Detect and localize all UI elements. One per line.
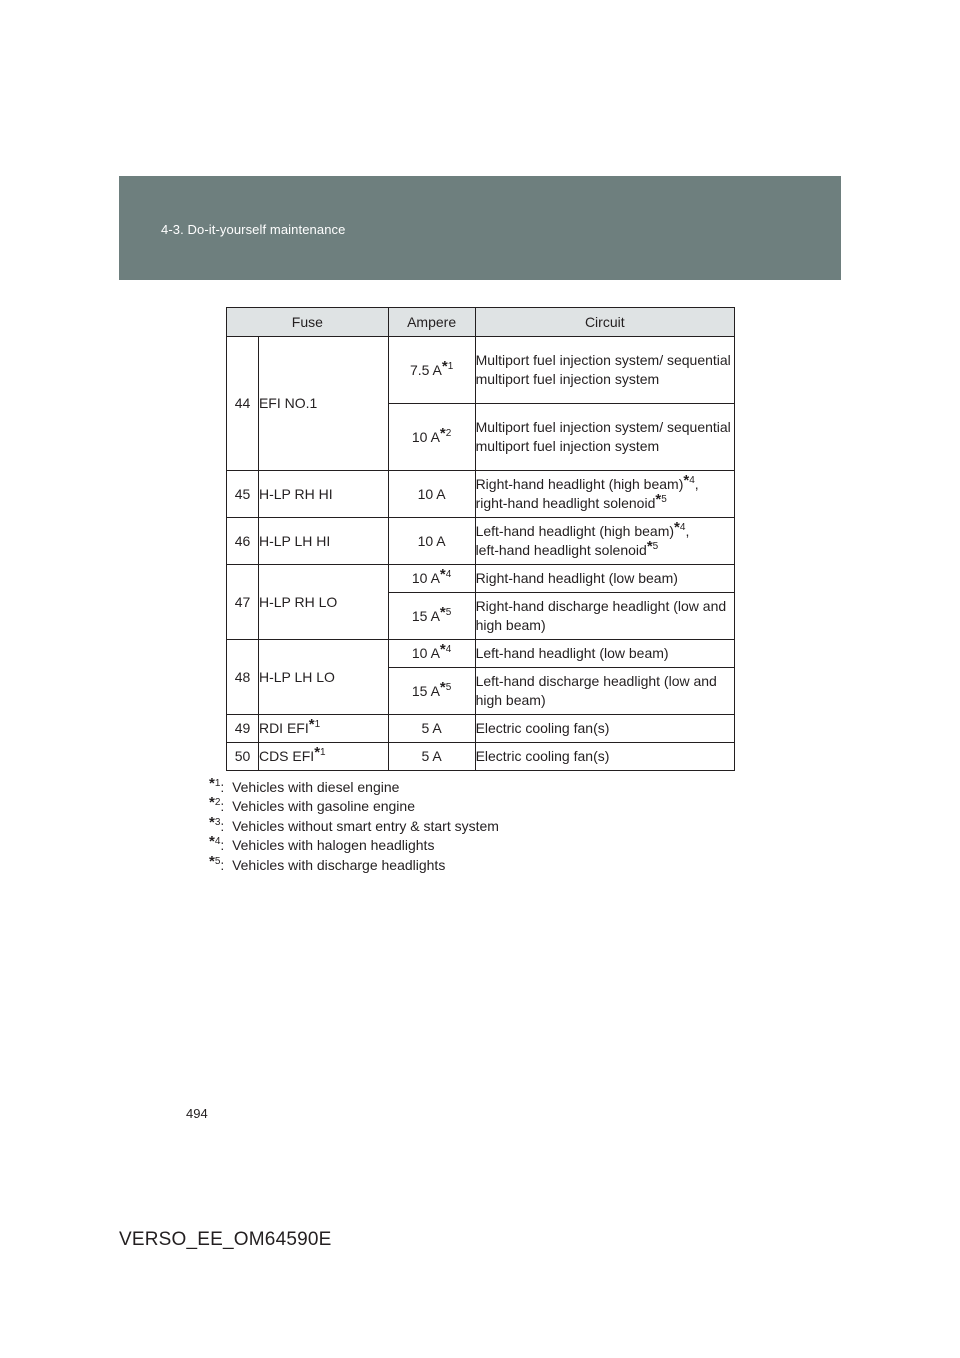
- ampere-value: 15 A: [411, 682, 440, 699]
- ampere-value: 10 A: [411, 428, 440, 445]
- fuse-name: RDI EFI: [258, 720, 309, 736]
- footnote-mark: 2: [214, 797, 221, 809]
- ampere-value: 10 A: [388, 471, 475, 518]
- column-header-ampere: Ampere: [388, 308, 475, 337]
- fuse-name: CDS EFI: [258, 748, 315, 764]
- footnotes: [209, 775, 499, 875]
- fuse-number: 49: [227, 715, 259, 743]
- circuit-cell: Left-hand headlight (low beam): [475, 640, 734, 668]
- fuse-name: EFI NO.1: [258, 337, 388, 471]
- table-row: [227, 518, 735, 565]
- circuit-text: Left-hand headlight (high beam): [475, 523, 675, 539]
- footnote-star-icon: *: [209, 813, 215, 831]
- footnote-item: *$^5$: Vehicles with discharge headlights: [209, 852, 446, 873]
- section-header-band: [119, 176, 841, 280]
- table-row: [227, 715, 735, 743]
- table-row: [227, 337, 735, 404]
- fuse-number: 46: [227, 518, 259, 565]
- footnote-star-icon: *: [439, 566, 446, 583]
- circuit-cell: Multiport fuel injection system/ sequential multiport fuel injection system: [475, 337, 734, 404]
- ampere-value: 10 A: [411, 570, 440, 586]
- circuit-cell: Left-hand headlight (high beam)*$^4$, left-hand headlight solenoid*$^5$: [475, 518, 734, 565]
- fuse-number: 47: [227, 565, 259, 640]
- table-row: [227, 743, 735, 771]
- footnote-mark: 3: [214, 816, 221, 828]
- fuse-name: H-LP LH LO: [258, 640, 388, 715]
- ampere-cell: [388, 640, 475, 668]
- footnote-mark: 5: [214, 855, 221, 867]
- footnote-star-icon: *: [209, 794, 215, 812]
- footnote-star-icon: *: [439, 678, 446, 696]
- footnote-star-icon: *: [674, 519, 680, 536]
- footnote-ref: 4: [445, 569, 452, 580]
- fuse-number: 48: [227, 640, 259, 715]
- footnote-star-icon: *: [439, 641, 446, 658]
- footnote-item: *$^3$: Vehicles without smart entry & start system: [209, 813, 499, 834]
- footnote-star-icon: *: [439, 603, 446, 621]
- ampere-value: 5 A: [388, 715, 475, 743]
- footnote-ref: 1: [314, 719, 321, 730]
- ampere-value: 10 A: [388, 518, 475, 565]
- footnote-text: Vehicles with diesel engine: [232, 779, 400, 795]
- circuit-text: left-hand headlight solenoid: [475, 542, 647, 558]
- ampere-value: 7.5 A: [409, 361, 442, 378]
- footnote-ref: 5: [652, 541, 659, 552]
- footnote-text: Vehicles with halogen headlights: [232, 837, 435, 854]
- footnote-star-icon: *: [308, 716, 315, 733]
- footnote-star-icon: *: [209, 775, 215, 792]
- footnote-star-icon: *: [655, 491, 662, 508]
- footnote-ref: 4: [445, 644, 452, 655]
- circuit-text: right-hand headlight solenoid: [475, 495, 656, 511]
- footnote-text: Vehicles with discharge headlights: [232, 856, 446, 873]
- circuit-cell: Right-hand headlight (high beam)*$^4$, right-hand headlight solenoid*$^5$: [475, 471, 734, 518]
- footnote-ref: 4: [689, 475, 695, 486]
- footnote-star-icon: *: [683, 472, 690, 489]
- fuse-name-cell: [258, 743, 388, 771]
- ampere-cell: [388, 404, 475, 471]
- section-title: 4-3. Do-it-yourself maintenance: [161, 222, 346, 237]
- footnote-star-icon: *: [439, 424, 446, 442]
- fuse-table: [226, 307, 735, 771]
- table-row: [227, 471, 735, 518]
- footnote-mark: 1: [214, 778, 221, 789]
- fuse-name: H-LP LH HI: [258, 518, 388, 565]
- fuse-number: 50: [227, 743, 259, 771]
- ampere-value: 15 A: [411, 607, 440, 624]
- ampere-cell: [388, 668, 475, 715]
- ampere-cell: [388, 565, 475, 593]
- circuit-cell: Electric cooling fan(s): [475, 715, 734, 743]
- ampere-value: 5 A: [388, 743, 475, 771]
- page-number: 494: [186, 1106, 208, 1121]
- footnote-star-icon: *: [209, 833, 215, 851]
- fuse-number: 45: [227, 471, 259, 518]
- circuit-text: Right-hand headlight (high beam): [475, 476, 684, 492]
- footnote-star-icon: *: [314, 744, 321, 761]
- footnote-item: *$^1$: Vehicles with diesel engine: [209, 775, 400, 795]
- fuse-number: 44: [227, 337, 259, 471]
- circuit-cell: Electric cooling fan(s): [475, 743, 734, 771]
- ampere-value: 10 A: [411, 645, 440, 661]
- fuse-name-cell: [258, 715, 388, 743]
- fuse-name: H-LP RH HI: [258, 471, 388, 518]
- footnote-ref: 2: [445, 427, 452, 439]
- column-header-fuse: Fuse: [227, 308, 389, 337]
- footnote-ref: 1: [447, 360, 454, 372]
- table-header-row: [227, 308, 735, 337]
- footnote-ref: 5: [445, 606, 452, 618]
- fuse-name: H-LP RH LO: [258, 565, 388, 640]
- footnote-item: *$^4$: Vehicles with halogen headlights: [209, 833, 435, 854]
- footnote-ref: 5: [661, 494, 667, 505]
- footnote-star-icon: *: [441, 357, 448, 375]
- footnote-ref: 1: [320, 747, 326, 758]
- table-row: [227, 640, 735, 668]
- footnote-star-icon: *: [209, 852, 215, 870]
- footnote-text: Vehicles without smart entry & start system: [232, 817, 499, 834]
- document-code: VERSO_EE_OM64590E: [119, 1229, 332, 1250]
- circuit-cell: Right-hand headlight (low beam): [475, 565, 734, 593]
- footnote-star-icon: *: [646, 538, 653, 555]
- ampere-cell: [388, 337, 475, 404]
- footnote-ref: 5: [445, 681, 452, 693]
- ampere-cell: [388, 593, 475, 640]
- footnote-ref: 4: [679, 522, 686, 533]
- footnote-text: Vehicles with gasoline engine: [232, 798, 415, 815]
- footnote-mark: 4: [214, 836, 221, 848]
- circuit-cell: Right-hand discharge headlight (low and high beam): [475, 593, 734, 640]
- column-header-circuit: Circuit: [475, 308, 734, 337]
- circuit-cell: Left-hand discharge headlight (low and high beam): [475, 668, 734, 715]
- table-row: [227, 565, 735, 593]
- circuit-cell: Multiport fuel injection system/ sequential multiport fuel injection system: [475, 404, 734, 471]
- footnote-item: *$^2$: Vehicles with gasoline engine: [209, 794, 415, 815]
